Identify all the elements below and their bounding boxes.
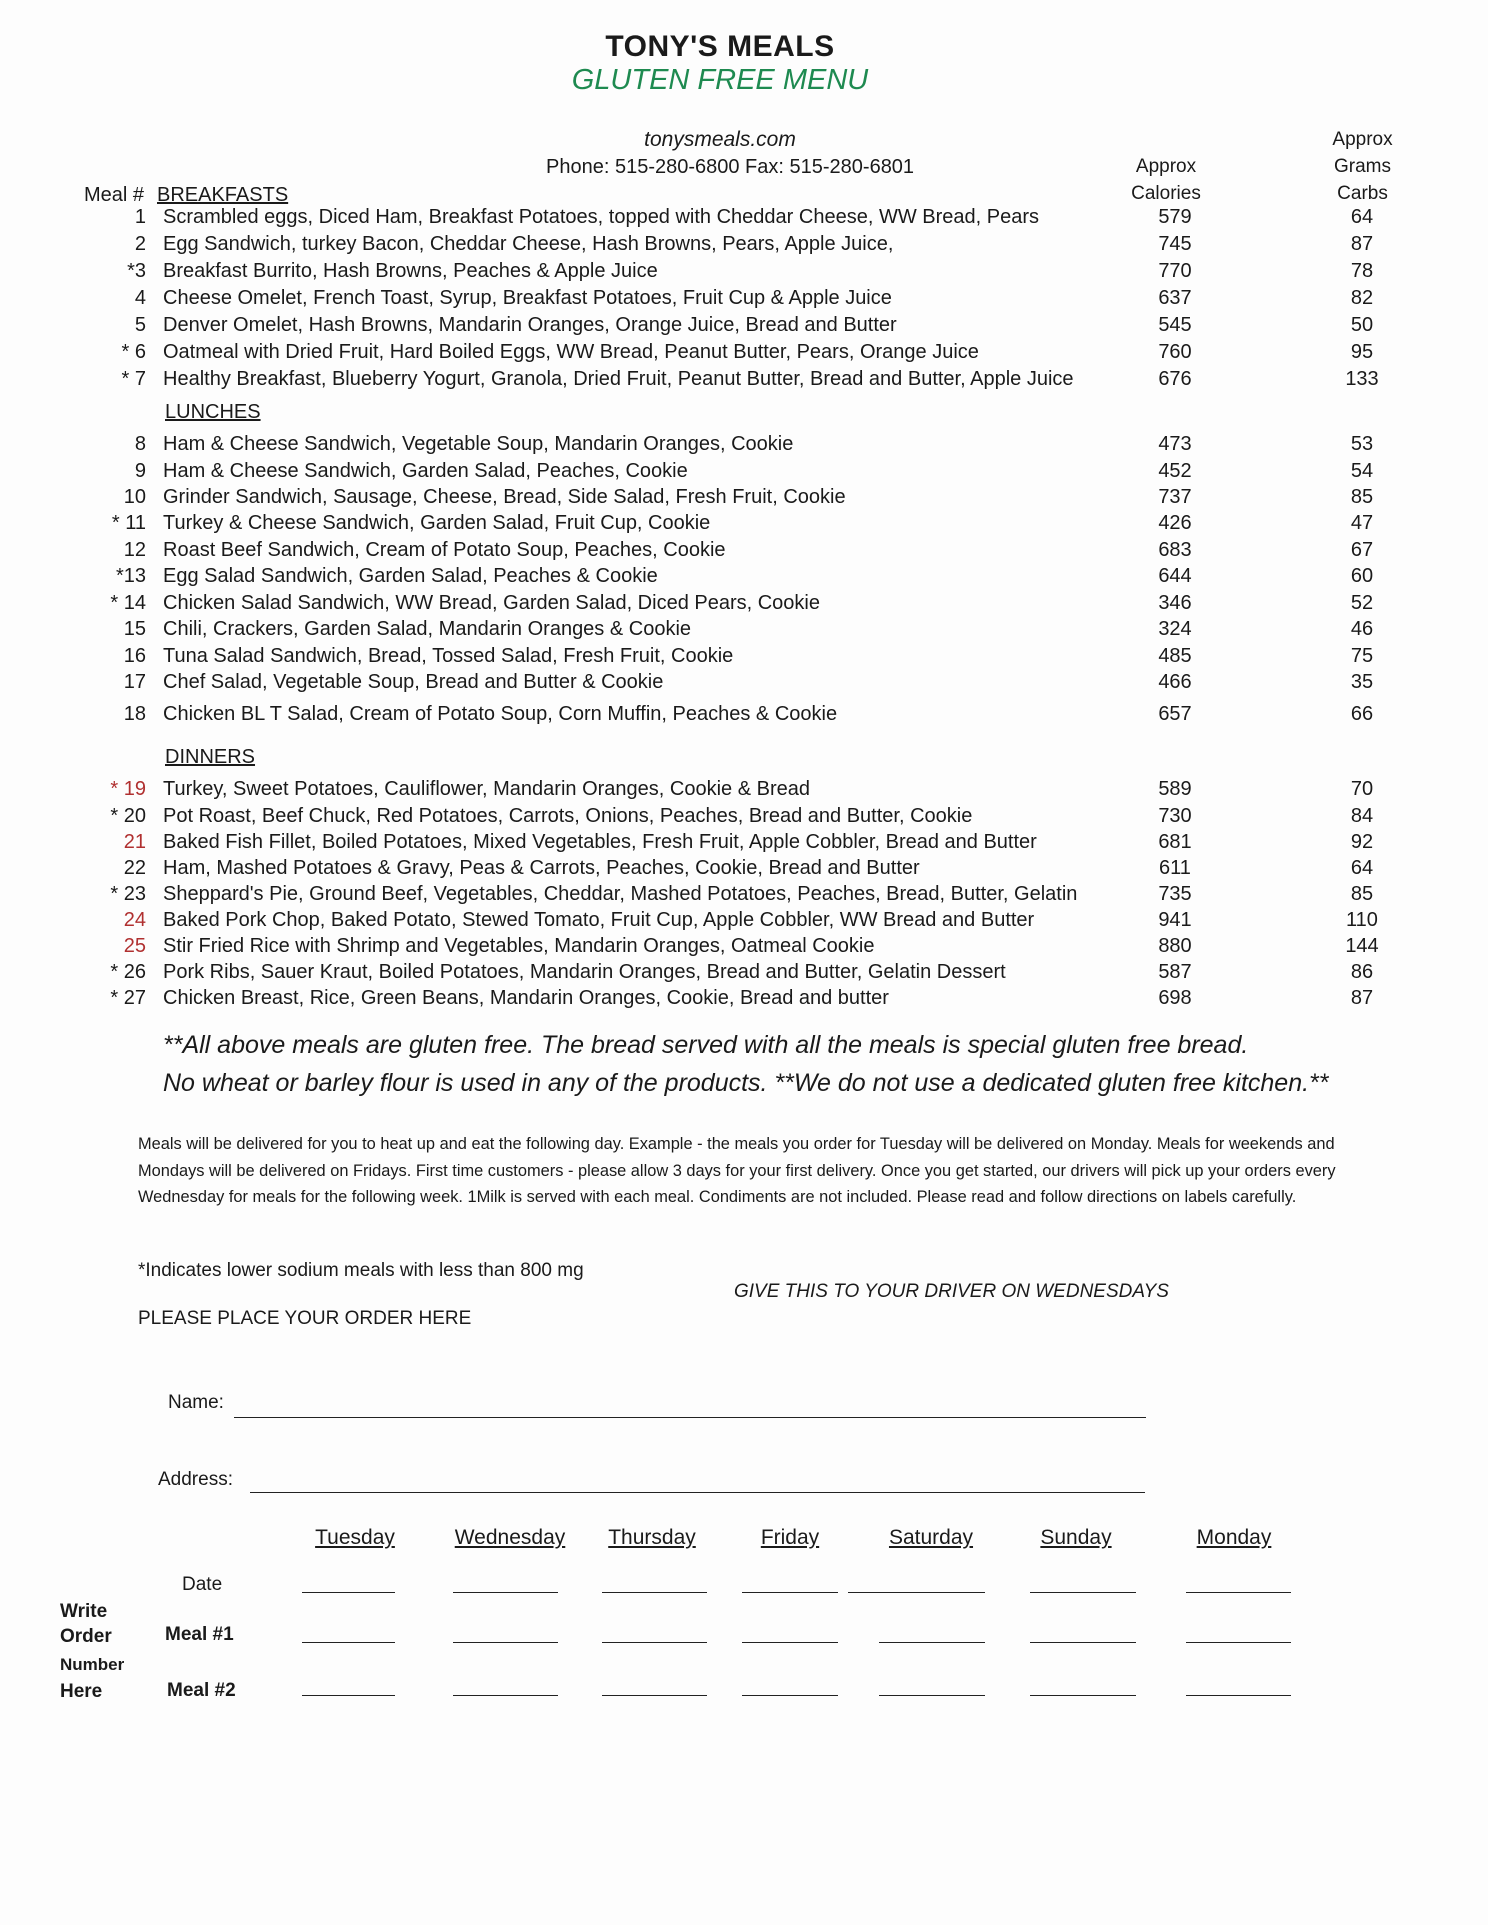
meal-calories: 473 [1158, 433, 1192, 455]
day-header-tuesday: Tuesday [315, 1526, 395, 1549]
meal-carbs: 46 [1350, 618, 1374, 640]
meal-description: Chef Salad, Vegetable Soup, Bread and Butter & Cookie [163, 671, 664, 693]
meal-carbs: 64 [1350, 857, 1374, 879]
write-order-label: Here [60, 1681, 103, 1702]
meal-carbs: 70 [1350, 778, 1374, 800]
meal-calories: 579 [1158, 206, 1192, 228]
meal-number: *3 [127, 260, 146, 282]
meal-2-field-friday[interactable] [742, 1695, 838, 1696]
meal-calories: 611 [1159, 857, 1191, 879]
meal-1-field-monday[interactable] [1186, 1642, 1291, 1643]
meal-number: 21 [123, 831, 146, 853]
menu-item-row [0, 314, 1488, 340]
meal-carbs: 53 [1350, 433, 1374, 455]
meal-number: 2 [134, 233, 146, 255]
meal-number: 24 [123, 909, 146, 931]
menu-item-row [0, 206, 1488, 232]
menu-item-row [0, 883, 1488, 909]
meal-calories: 589 [1158, 778, 1192, 800]
section-breakfasts: BREAKFASTS [157, 184, 289, 206]
meal-number: * 14 [110, 592, 146, 614]
meal-carbs: 85 [1350, 883, 1374, 905]
meal-number: 5 [134, 314, 146, 336]
meal-calories: 676 [1158, 368, 1192, 390]
menu-item-row [0, 539, 1488, 565]
meal-number: 16 [123, 645, 146, 667]
meal-description: Ham & Cheese Sandwich, Vegetable Soup, Mandarin Oranges, Cookie [163, 433, 794, 455]
meal-carbs: 52 [1350, 592, 1374, 614]
meal-carbs: 110 [1346, 909, 1378, 931]
meal-calories: 880 [1158, 935, 1192, 957]
meal-description: Baked Pork Chop, Baked Potato, Stewed Tomato, Fruit Cup, Apple Cobbler, WW Bread and Butter [163, 909, 1035, 931]
meal-carbs: 35 [1350, 671, 1374, 693]
meal-calories: 730 [1158, 805, 1192, 827]
meal-1-field-saturday[interactable] [879, 1642, 985, 1643]
meal-number: 4 [134, 287, 146, 309]
menu-item-row [0, 460, 1488, 486]
meal-number: 8 [134, 433, 146, 455]
meal-2-field-wednesday[interactable] [453, 1695, 558, 1696]
date-field-sunday[interactable] [1030, 1592, 1136, 1593]
menu-item-row [0, 512, 1488, 538]
meal-calories: 735 [1158, 883, 1192, 905]
meal-carbs: 60 [1350, 565, 1374, 587]
meal-carbs: 67 [1350, 539, 1374, 561]
menu-item-row [0, 618, 1488, 644]
meal-description: Pot Roast, Beef Chuck, Red Potatoes, Carrots, Onions, Peaches, Bread and Butter, Cookie [163, 805, 973, 827]
meal-description: Chili, Crackers, Garden Salad, Mandarin Oranges & Cookie [163, 618, 692, 640]
meal-description: Turkey & Cheese Sandwich, Garden Salad, Fruit Cup, Cookie [163, 512, 711, 534]
meal-calories: 644 [1158, 565, 1192, 587]
menu-subtitle: GLUTEN FREE MENU [571, 64, 869, 96]
meal-description: Oatmeal with Dried Fruit, Hard Boiled Eggs, WW Bread, Peanut Butter, Pears, Orange Juice [163, 341, 979, 363]
meal-carbs: 54 [1350, 460, 1374, 482]
meal-number: 18 [123, 703, 146, 725]
menu-item-row [0, 831, 1488, 857]
meal-2-field-sunday[interactable] [1030, 1695, 1136, 1696]
meal-number: 17 [123, 671, 146, 693]
meal-carbs: 87 [1350, 233, 1374, 255]
phone-fax-text: Phone: 515-280-6800 Fax: 515-280-6801 [546, 156, 915, 178]
meal-number: * 20 [110, 805, 146, 827]
meal-calories: 683 [1158, 539, 1192, 561]
meal-calories: 657 [1158, 703, 1192, 725]
meal-carbs: 95 [1350, 341, 1374, 363]
meal-number: * 6 [121, 341, 146, 363]
day-header-saturday: Saturday [888, 1526, 974, 1549]
menu-item-row [0, 341, 1488, 367]
write-order-label: Order [60, 1626, 112, 1647]
meal-description: Grinder Sandwich, Sausage, Cheese, Bread, Side Salad, Fresh Fruit, Cookie [163, 486, 846, 508]
menu-item-row [0, 857, 1488, 883]
meal-number: 25 [123, 935, 146, 957]
meal-carbs: 82 [1350, 287, 1374, 309]
menu-item-row [0, 987, 1488, 1013]
meal-description: Pork Ribs, Sauer Kraut, Boiled Potatoes, Mandarin Oranges, Bread and Butter, Gelatin Dessert [163, 961, 1006, 983]
meal-calories: 324 [1158, 618, 1192, 640]
meal-1-field-wednesday[interactable] [453, 1642, 558, 1643]
meal-2-field-monday[interactable] [1186, 1695, 1291, 1696]
address-label: Address: [158, 1469, 233, 1490]
meal-description: Ham, Mashed Potatoes & Gravy, Peas & Carrots, Peaches, Cookie, Bread and Butter [163, 857, 920, 879]
menu-item-row [0, 909, 1488, 935]
gluten-note-line-1: **All above meals are gluten free. The bread served with all the meals is special gluten free bread. [163, 1031, 1249, 1059]
meal-number: * 23 [110, 883, 146, 905]
name-label: Name: [168, 1392, 224, 1413]
section-dinners: DINNERS [165, 746, 256, 768]
date-field-wednesday[interactable] [453, 1592, 558, 1593]
menu-item-row [0, 260, 1488, 286]
meal-calories: 637 [1158, 287, 1192, 309]
menu-item-row [0, 671, 1488, 697]
name-field[interactable] [234, 1417, 1146, 1418]
meal-number: 12 [123, 539, 146, 561]
meal-carbs: 133 [1345, 368, 1379, 390]
meal-carbs: 87 [1350, 987, 1374, 1009]
meal-number: 15 [123, 618, 146, 640]
meal-carbs: 144 [1345, 935, 1379, 957]
menu-item-row [0, 486, 1488, 512]
meal-carbs: 75 [1350, 645, 1374, 667]
date-field-thursday[interactable] [602, 1592, 707, 1593]
calories-header: Approx Calories [1131, 156, 1201, 204]
meal-calories: 681 [1158, 831, 1192, 853]
day-header-sunday: Sunday [1040, 1526, 1112, 1549]
meal-number: 9 [134, 460, 146, 482]
menu-item-row [0, 805, 1488, 831]
section-lunches: LUNCHES [165, 401, 261, 423]
meal-description: Chicken Salad Sandwich, WW Bread, Garden Salad, Diced Pears, Cookie [163, 592, 820, 614]
meal-number: 1 [134, 206, 146, 228]
meal-carbs: 78 [1350, 260, 1374, 282]
meal-calories: 770 [1158, 260, 1192, 282]
meal-2-row-label: Meal #2 [167, 1680, 236, 1701]
meal-calories: 452 [1158, 460, 1192, 482]
menu-item-row [0, 778, 1488, 804]
day-header-wednesday: Wednesday [454, 1526, 566, 1549]
date-field-friday[interactable] [742, 1592, 838, 1593]
date-field-monday[interactable] [1186, 1592, 1291, 1593]
menu-item-row [0, 645, 1488, 671]
menu-item-row [0, 565, 1488, 591]
address-field[interactable] [250, 1492, 1145, 1493]
meal-carbs: 50 [1350, 314, 1374, 336]
write-order-label: Write [60, 1601, 108, 1622]
meal-number: * 19 [110, 778, 146, 800]
meal-number: * 7 [121, 368, 146, 390]
give-driver-note: GIVE THIS TO YOUR DRIVER ON WEDNESDAYS [734, 1281, 1169, 1302]
date-field-extra[interactable] [848, 1592, 953, 1593]
meal-number: * 27 [110, 987, 146, 1009]
meal-carbs: 85 [1350, 486, 1374, 508]
meal-1-field-sunday[interactable] [1030, 1642, 1136, 1643]
meal-carbs: 66 [1350, 703, 1374, 725]
meal-description: Chicken BL T Salad, Cream of Potato Soup, Corn Muffin, Peaches & Cookie [163, 703, 838, 725]
meal-carbs: 92 [1350, 831, 1374, 853]
meal-number: * 26 [110, 961, 146, 983]
date-row-label: Date [182, 1574, 223, 1595]
meal-1-field-tuesday[interactable] [302, 1642, 395, 1643]
meal-number: 10 [123, 486, 146, 508]
meal-calories: 426 [1158, 512, 1192, 534]
meal-description: Egg Sandwich, turkey Bacon, Cheddar Cheese, Hash Browns, Pears, Apple Juice, [163, 233, 894, 255]
meal-description: Breakfast Burrito, Hash Browns, Peaches & Apple Juice [163, 260, 658, 282]
meal-calories: 587 [1158, 961, 1192, 983]
meal-description: Stir Fried Rice with Shrimp and Vegetables, Mandarin Oranges, Oatmeal Cookie [163, 935, 875, 957]
meal-description: Turkey, Sweet Potatoes, Cauliflower, Mandarin Oranges, Cookie & Bread [163, 778, 810, 800]
meal-1-row-label: Meal #1 [165, 1624, 234, 1645]
website-text: tonysmeals.com [644, 128, 796, 151]
write-order-label: Number [60, 1655, 125, 1674]
meal-description: Baked Fish Fillet, Boiled Potatoes, Mixed Vegetables, Fresh Fruit, Apple Cobbler, Bread and Butter [163, 831, 1037, 853]
menu-item-row [0, 368, 1488, 394]
gluten-note-line-2: No wheat or barley flour is used in any of the products. **We do not use a dedicated gluten free kitchen.** [163, 1069, 1329, 1097]
meal-description: Egg Salad Sandwich, Garden Salad, Peaches & Cookie [163, 565, 658, 587]
day-header-thursday: Thursday [608, 1526, 696, 1549]
meal-calories: 737 [1158, 486, 1192, 508]
meal-description: Denver Omelet, Hash Browns, Mandarin Oranges, Orange Juice, Bread and Butter [163, 314, 897, 336]
menu-item-row [0, 935, 1488, 961]
menu-item-row [0, 961, 1488, 987]
meal-description: Scrambled eggs, Diced Ham, Breakfast Potatoes, topped with Cheddar Cheese, WW Bread, Pears [163, 206, 1039, 228]
place-order-heading: PLEASE PLACE YOUR ORDER HERE [138, 1308, 472, 1329]
meal-number-label: Meal # [84, 184, 145, 206]
meal-calories: 346 [1158, 592, 1192, 614]
meal-number: * 11 [111, 512, 146, 534]
meal-description: Healthy Breakfast, Blueberry Yogurt, Granola, Dried Fruit, Peanut Butter, Bread and Butter, Apple Juice [163, 368, 1074, 390]
meal-description: Chicken Breast, Rice, Green Beans, Mandarin Oranges, Cookie, Bread and butter [163, 987, 889, 1009]
meal-carbs: 84 [1350, 805, 1374, 827]
meal-calories: 466 [1158, 671, 1192, 693]
menu-item-row [0, 233, 1488, 259]
meal-carbs: 47 [1350, 512, 1374, 534]
meal-calories: 760 [1158, 341, 1192, 363]
menu-item-row [0, 433, 1488, 459]
menu-item-row [0, 287, 1488, 313]
meal-description: Cheese Omelet, French Toast, Syrup, Breakfast Potatoes, Fruit Cup & Apple Juice [163, 287, 892, 309]
carbs-header: Approx Grams Carbs [1332, 129, 1393, 204]
date-field-tuesday[interactable] [302, 1592, 395, 1593]
meal-carbs: 64 [1350, 206, 1374, 228]
meal-calories: 698 [1158, 987, 1192, 1009]
menu-item-row [0, 703, 1488, 729]
meal-carbs: 86 [1350, 961, 1374, 983]
meal-description: Roast Beef Sandwich, Cream of Potato Soup, Peaches, Cookie [163, 539, 726, 561]
meal-number: 22 [123, 857, 146, 879]
menu-title: TONY'S MEALS [605, 30, 835, 63]
meal-calories: 941 [1158, 909, 1192, 931]
meal-calories: 545 [1158, 314, 1192, 336]
meal-1-field-thursday[interactable] [602, 1642, 707, 1643]
meal-description: Ham & Cheese Sandwich, Garden Salad, Peaches, Cookie [163, 460, 688, 482]
delivery-info: Meals will be delivered for you to heat up and eat the following day. Example - the meals you order for Tuesday will be delivered on Monday. Meals for weekends and Mondays will be delivered on Fridays. First time customers - please allow 3 days for your first delivery. Once you get started, our drivers will pick up your orders every Wednesday for meals for the following week. 1Milk is served with each meal. Condiments are not included. Please read and follow directions on labels carefully. [138, 1135, 1336, 1206]
meal-description: Sheppard's Pie, Ground Beef, Vegetables, Cheddar, Mashed Potatoes, Peaches, Bread, Butter, Gelatin [163, 883, 1078, 905]
menu-item-row [0, 592, 1488, 618]
meal-calories: 485 [1158, 645, 1192, 667]
day-header-friday: Friday [760, 1526, 820, 1549]
sodium-note: *Indicates lower sodium meals with less than 800 mg [138, 1260, 584, 1281]
meal-number: *13 [115, 565, 146, 587]
meal-2-field-tuesday[interactable] [302, 1695, 395, 1696]
meal-description: Tuna Salad Sandwich, Bread, Tossed Salad, Fresh Fruit, Cookie [163, 645, 734, 667]
meal-1-field-friday[interactable] [742, 1642, 838, 1643]
meal-2-field-thursday[interactable] [602, 1695, 707, 1696]
meal-2-field-saturday[interactable] [879, 1695, 985, 1696]
meal-calories: 745 [1158, 233, 1192, 255]
day-header-monday: Monday [1196, 1526, 1272, 1549]
